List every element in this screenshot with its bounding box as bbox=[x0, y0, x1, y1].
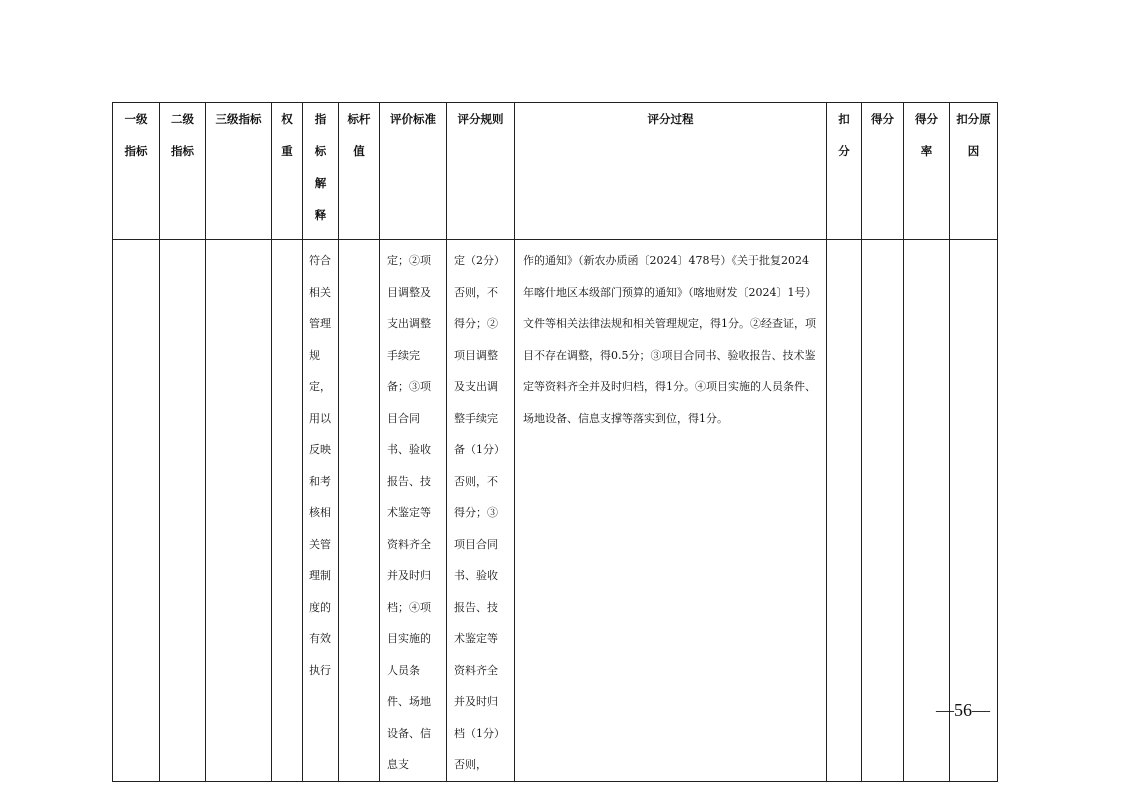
header-level2 bbox=[160, 103, 206, 240]
cell-weight bbox=[272, 240, 303, 782]
header-row bbox=[113, 103, 998, 240]
cell-level1-text bbox=[113, 240, 159, 245]
header-level1 bbox=[113, 103, 160, 240]
header-reason-text: 扣分原因 bbox=[956, 112, 991, 158]
header-level2-text: 二级指标 bbox=[171, 112, 194, 158]
header-rate bbox=[904, 103, 950, 240]
header-explanation-text: 指标解释 bbox=[314, 112, 327, 222]
header-weight-text: 权重 bbox=[281, 112, 293, 158]
header-benchmark bbox=[339, 103, 380, 240]
cell-standard-text: 定；②项目调整及支出调整手续完备；③项目合同书、验收报告、技术鉴定等资料齐全并及时归档；④项目实施的人员条件、场地设备、信息支 bbox=[387, 254, 431, 771]
cell-reason-text bbox=[950, 240, 997, 245]
cell-weight-text bbox=[272, 240, 302, 245]
cell-rate-text bbox=[904, 240, 949, 245]
header-weight bbox=[272, 103, 303, 240]
cell-deduction-text bbox=[827, 240, 861, 245]
header-standard: 评价标准 bbox=[380, 103, 447, 240]
header-benchmark-text: 标杆值 bbox=[347, 112, 371, 158]
header-rate-text: 得分率 bbox=[915, 112, 938, 158]
header-deduction bbox=[827, 103, 862, 240]
cell-process bbox=[515, 240, 827, 782]
header-reason bbox=[950, 103, 998, 240]
evaluation-table bbox=[112, 102, 998, 782]
header-process: 评分过程 bbox=[515, 103, 827, 240]
header-explanation bbox=[303, 103, 339, 240]
cell-level2 bbox=[160, 240, 206, 782]
page-number: —56— bbox=[936, 700, 990, 720]
cell-rules bbox=[447, 240, 515, 782]
cell-rules-text: 定（2分）否则，不得分；②项目调整及支出调整手续完备（1分）否则，不得分；③项目合同书、验收报告、技术鉴定等资料齐全并及时归档（1分）否则， bbox=[454, 254, 505, 771]
cell-process-text: 作的通知》（新农办质函〔2024〕478号）《关于批复2024年喀什地区本级部门预算的通知》（喀地财发〔2024〕1号）文件等相关法律法规和相关管理规定，得1分。②经查证，项目不存在调整，得0.5分；③项目合同书、验收报告、技术鉴定等资料齐全并及时归档，得1分。④项目实施的人员条件、场地设备、信息支撑等落实到位，得1分。 bbox=[523, 254, 817, 425]
cell-deduction bbox=[827, 240, 862, 782]
header-level3: 三级指标 bbox=[206, 103, 272, 240]
header-rules: 评分规则 bbox=[447, 103, 515, 240]
cell-score bbox=[862, 240, 904, 782]
cell-standard bbox=[380, 240, 447, 782]
header-deduction-text: 扣分 bbox=[838, 112, 850, 158]
cell-explanation bbox=[303, 240, 339, 782]
cell-level1 bbox=[113, 240, 160, 782]
cell-score-text bbox=[862, 240, 903, 245]
header-score: 得分 bbox=[862, 103, 904, 240]
cell-level2-text bbox=[160, 240, 205, 245]
cell-benchmark-text bbox=[339, 240, 379, 245]
table-row bbox=[113, 240, 998, 782]
cell-benchmark bbox=[339, 240, 380, 782]
cell-level3 bbox=[206, 240, 272, 782]
header-level1-text: 一级指标 bbox=[124, 112, 148, 158]
cell-level3-text bbox=[206, 240, 271, 245]
cell-explanation-text: 符合相关管理规定，用以反映和考核相关管理制度的有效执行 bbox=[309, 254, 331, 677]
